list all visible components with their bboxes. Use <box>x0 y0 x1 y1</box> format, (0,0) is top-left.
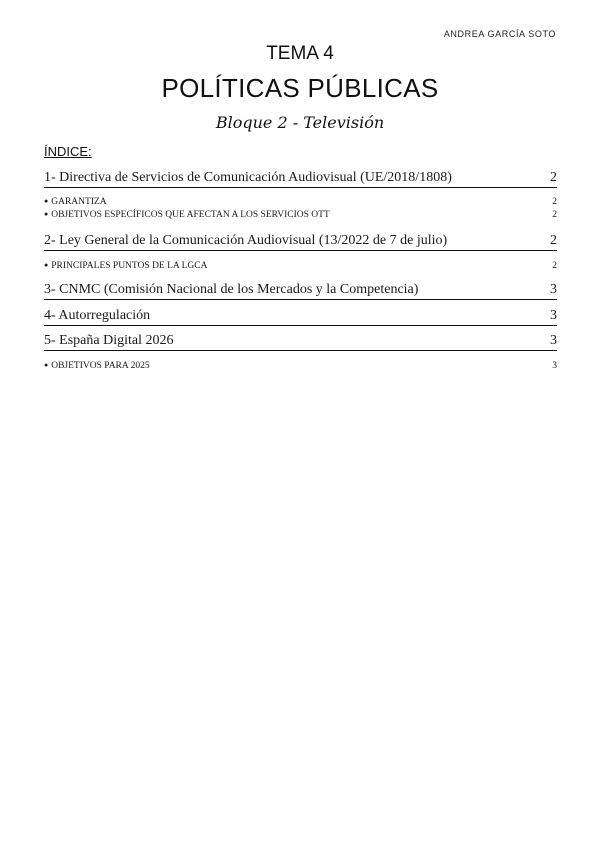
toc-entry-text: ● OBJETIVOS ESPECÍFICOS QUE AFECTAN A LOS SERVICIOS OTT <box>44 209 330 221</box>
toc-entry-3[interactable] <box>44 282 557 300</box>
toc-entry-5[interactable] <box>44 333 557 351</box>
toc-entry-page: 3 <box>550 333 557 348</box>
toc-entry-2[interactable] <box>44 233 557 251</box>
toc-entry-text: 2- Ley General de la Comunicación Audiovisual (13/2022 de 7 de julio) <box>44 233 448 248</box>
toc-entry-text: ● GARANTIZA <box>44 196 107 208</box>
toc-subentry-garantiza[interactable] <box>44 196 557 208</box>
index-heading: ÍNDICE: <box>44 144 92 159</box>
toc-subentry-objetivos-2025[interactable] <box>44 360 557 372</box>
toc-entry-page: 3 <box>550 308 557 323</box>
toc-entry-text: 1- Directiva de Servicios de Comunicación Audiovisual (UE/2018/1808) <box>44 170 452 185</box>
toc-entry-4[interactable] <box>44 308 557 326</box>
author-name: ANDREA GARCÍA SOTO <box>443 29 556 39</box>
toc-entry-page: 2 <box>552 210 557 220</box>
toc-subentry-lgca[interactable] <box>44 260 557 272</box>
toc-entry-text: 5- España Digital 2026 <box>44 333 174 348</box>
toc-subentry-objetivos-ott[interactable] <box>44 209 557 221</box>
toc-entry-page: 3 <box>552 361 557 371</box>
toc-entry-text: 3- CNMC (Comisión Nacional de los Mercados y la Competencia) <box>44 282 419 297</box>
toc-entry-1[interactable] <box>44 170 557 188</box>
toc-entry-page: 2 <box>550 233 557 248</box>
topic-number: TEMA 4 <box>266 43 334 64</box>
toc-entry-page: 3 <box>550 282 557 297</box>
document-title: POLÍTICAS PÚBLICAS <box>161 73 439 103</box>
toc-entry-text: 4- Autorregulación <box>44 308 151 323</box>
document-subtitle: Bloque 2 - Televisión <box>215 113 385 132</box>
toc-entry-text: ● PRINCIPALES PUNTOS DE LA LGCA <box>44 260 207 272</box>
toc-entry-page: 2 <box>552 197 557 207</box>
toc-entry-page: 2 <box>552 261 557 271</box>
toc-entry-text: ● OBJETIVOS PARA 2025 <box>44 360 150 372</box>
toc-entry-page: 2 <box>550 170 557 185</box>
